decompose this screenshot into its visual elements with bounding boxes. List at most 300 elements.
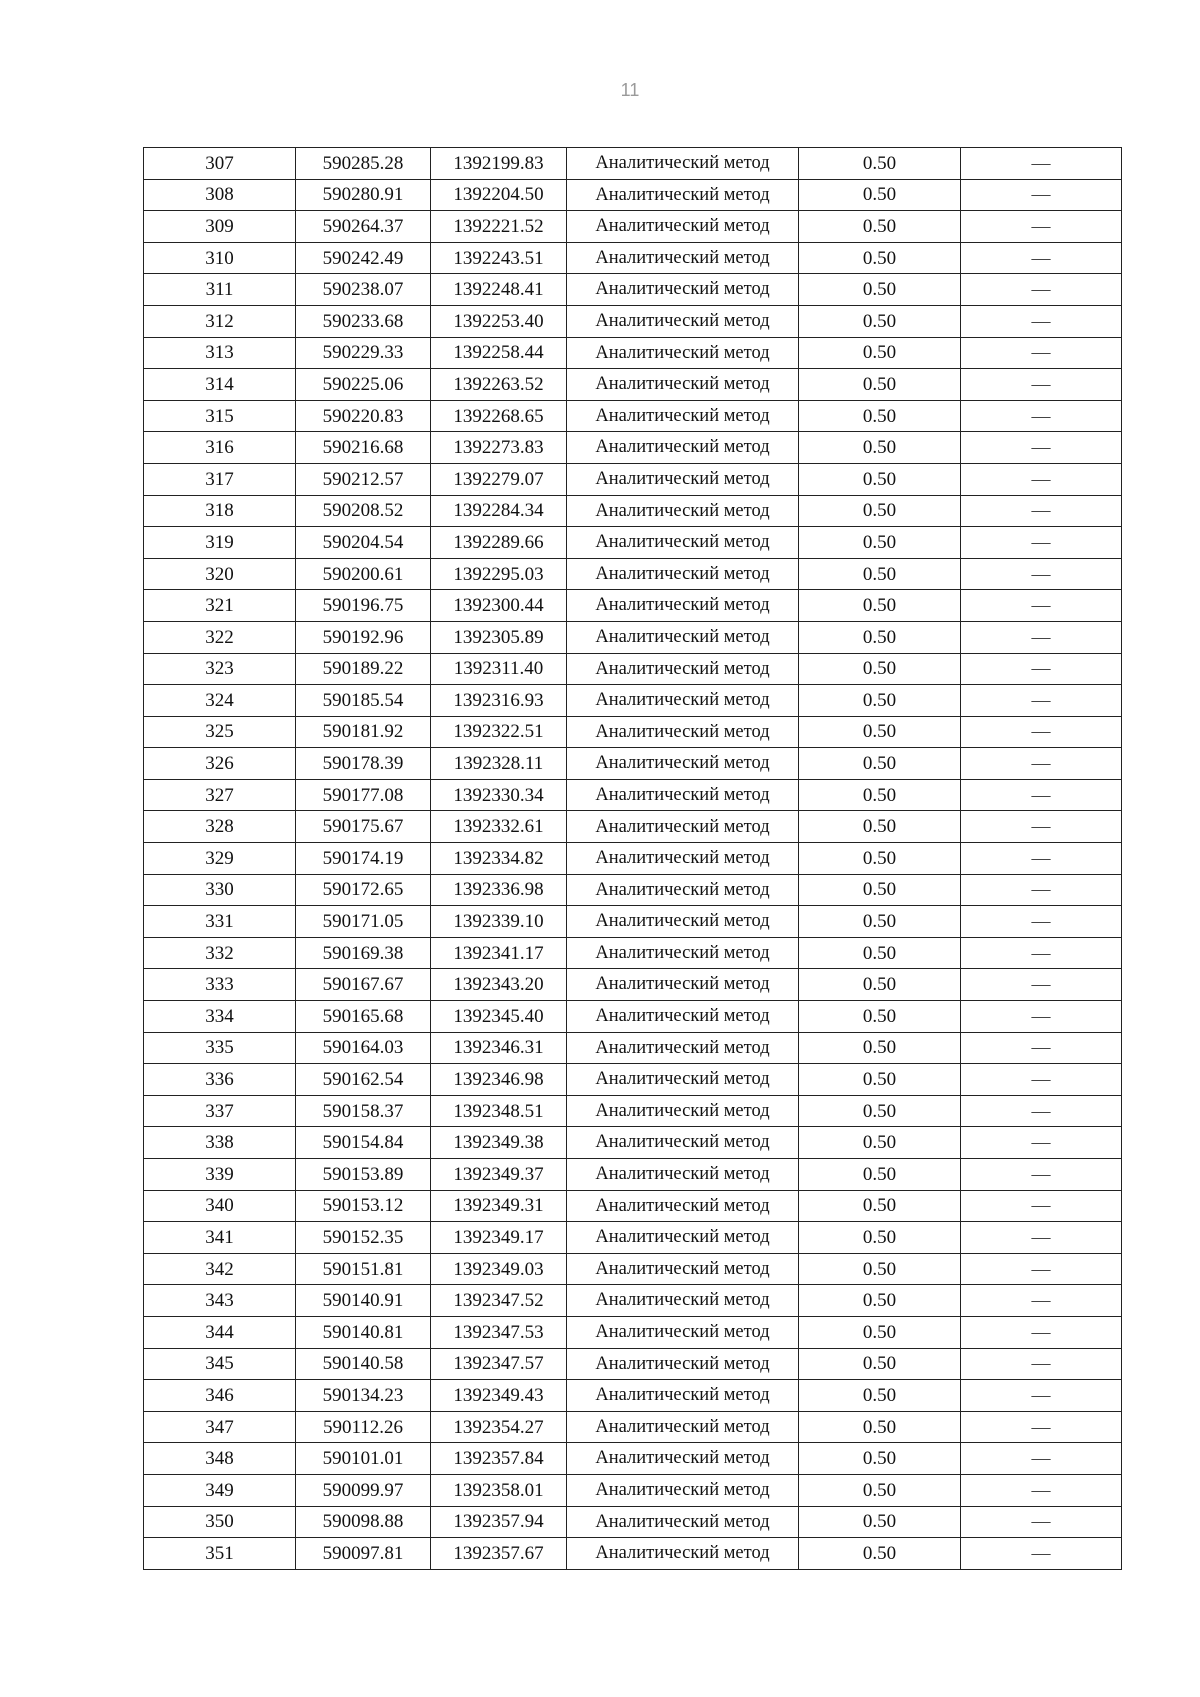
method-cell: Аналитический метод [567, 1001, 799, 1033]
table-row [144, 779, 1122, 811]
table-row [144, 495, 1122, 527]
empty-dash-cell: — [961, 653, 1122, 685]
empty-dash-cell: — [961, 1064, 1122, 1096]
table-row [144, 1001, 1122, 1033]
table-row [144, 1506, 1122, 1538]
empty-dash-cell: — [961, 1348, 1122, 1380]
empty-dash-cell: — [961, 211, 1122, 243]
table-row [144, 843, 1122, 875]
empty-dash-cell: — [961, 1222, 1122, 1254]
point-number: 337 [144, 1095, 296, 1127]
table-row [144, 1411, 1122, 1443]
point-number: 342 [144, 1253, 296, 1285]
coordinate-y: 1392330.34 [431, 779, 567, 811]
coordinate-x: 590167.67 [296, 969, 431, 1001]
coordinate-y: 1392279.07 [431, 463, 567, 495]
accuracy-cell: 0.50 [799, 527, 961, 559]
coordinate-y: 1392347.53 [431, 1316, 567, 1348]
accuracy-cell: 0.50 [799, 179, 961, 211]
empty-dash-cell: — [961, 716, 1122, 748]
coordinate-y: 1392268.65 [431, 400, 567, 432]
point-number: 346 [144, 1380, 296, 1412]
accuracy-cell: 0.50 [799, 1159, 961, 1191]
empty-dash-cell: — [961, 242, 1122, 274]
empty-dash-cell: — [961, 1411, 1122, 1443]
method-cell: Аналитический метод [567, 843, 799, 875]
method-cell: Аналитический метод [567, 811, 799, 843]
point-number: 349 [144, 1474, 296, 1506]
coordinate-x: 590280.91 [296, 179, 431, 211]
accuracy-cell: 0.50 [799, 211, 961, 243]
method-cell: Аналитический метод [567, 1443, 799, 1475]
table-row [144, 1095, 1122, 1127]
coordinate-y: 1392339.10 [431, 906, 567, 938]
method-cell: Аналитический метод [567, 242, 799, 274]
empty-dash-cell: — [961, 463, 1122, 495]
point-number: 331 [144, 906, 296, 938]
method-cell: Аналитический метод [567, 1222, 799, 1254]
accuracy-cell: 0.50 [799, 874, 961, 906]
accuracy-cell: 0.50 [799, 811, 961, 843]
empty-dash-cell: — [961, 621, 1122, 653]
coordinate-y: 1392258.44 [431, 337, 567, 369]
empty-dash-cell: — [961, 148, 1122, 180]
empty-dash-cell: — [961, 1032, 1122, 1064]
table-row [144, 558, 1122, 590]
table-row [144, 1190, 1122, 1222]
accuracy-cell: 0.50 [799, 400, 961, 432]
point-number: 351 [144, 1538, 296, 1570]
coordinate-x: 590099.97 [296, 1474, 431, 1506]
table-row [144, 748, 1122, 780]
coordinate-x: 590285.28 [296, 148, 431, 180]
method-cell: Аналитический метод [567, 432, 799, 464]
table-row [144, 653, 1122, 685]
coordinate-x: 590151.81 [296, 1253, 431, 1285]
empty-dash-cell: — [961, 1127, 1122, 1159]
coordinate-y: 1392253.40 [431, 305, 567, 337]
coordinate-x: 590152.35 [296, 1222, 431, 1254]
accuracy-cell: 0.50 [799, 305, 961, 337]
method-cell: Аналитический метод [567, 1474, 799, 1506]
table-row [144, 906, 1122, 938]
accuracy-cell: 0.50 [799, 1285, 961, 1317]
table-row [144, 590, 1122, 622]
accuracy-cell: 0.50 [799, 432, 961, 464]
accuracy-cell: 0.50 [799, 621, 961, 653]
coordinate-x: 590204.54 [296, 527, 431, 559]
empty-dash-cell: — [961, 906, 1122, 938]
point-number: 324 [144, 685, 296, 717]
table-row [144, 1159, 1122, 1191]
empty-dash-cell: — [961, 1095, 1122, 1127]
empty-dash-cell: — [961, 558, 1122, 590]
accuracy-cell: 0.50 [799, 148, 961, 180]
accuracy-cell: 0.50 [799, 906, 961, 938]
coordinate-x: 590162.54 [296, 1064, 431, 1096]
method-cell: Аналитический метод [567, 685, 799, 717]
coordinate-y: 1392305.89 [431, 621, 567, 653]
coordinate-x: 590101.01 [296, 1443, 431, 1475]
point-number: 309 [144, 211, 296, 243]
table-row [144, 274, 1122, 306]
accuracy-cell: 0.50 [799, 1443, 961, 1475]
point-number: 319 [144, 527, 296, 559]
point-number: 328 [144, 811, 296, 843]
point-number: 330 [144, 874, 296, 906]
coordinate-x: 590220.83 [296, 400, 431, 432]
coordinate-y: 1392347.57 [431, 1348, 567, 1380]
point-number: 339 [144, 1159, 296, 1191]
table-body [144, 148, 1122, 1570]
coordinate-y: 1392322.51 [431, 716, 567, 748]
coordinate-x: 590174.19 [296, 843, 431, 875]
empty-dash-cell: — [961, 1443, 1122, 1475]
point-number: 326 [144, 748, 296, 780]
point-number: 321 [144, 590, 296, 622]
coordinate-x: 590177.08 [296, 779, 431, 811]
table-row [144, 716, 1122, 748]
method-cell: Аналитический метод [567, 1064, 799, 1096]
method-cell: Аналитический метод [567, 1253, 799, 1285]
coordinates-table [143, 147, 1122, 1570]
coordinate-y: 1392349.03 [431, 1253, 567, 1285]
coordinate-y: 1392273.83 [431, 432, 567, 464]
coordinate-y: 1392346.98 [431, 1064, 567, 1096]
accuracy-cell: 0.50 [799, 969, 961, 1001]
accuracy-cell: 0.50 [799, 1316, 961, 1348]
accuracy-cell: 0.50 [799, 1380, 961, 1412]
coordinate-x: 590212.57 [296, 463, 431, 495]
table-row [144, 400, 1122, 432]
page-number: 11 [620, 80, 640, 100]
table-row [144, 527, 1122, 559]
accuracy-cell: 0.50 [799, 1222, 961, 1254]
method-cell: Аналитический метод [567, 1538, 799, 1570]
coordinate-y: 1392311.40 [431, 653, 567, 685]
coordinate-x: 590164.03 [296, 1032, 431, 1064]
point-number: 312 [144, 305, 296, 337]
accuracy-cell: 0.50 [799, 716, 961, 748]
table-row [144, 969, 1122, 1001]
method-cell: Аналитический метод [567, 1348, 799, 1380]
coordinate-x: 590208.52 [296, 495, 431, 527]
point-number: 333 [144, 969, 296, 1001]
table-row [144, 621, 1122, 653]
coordinate-y: 1392349.17 [431, 1222, 567, 1254]
accuracy-cell: 0.50 [799, 242, 961, 274]
empty-dash-cell: — [961, 1380, 1122, 1412]
coordinate-x: 590264.37 [296, 211, 431, 243]
method-cell: Аналитический метод [567, 1127, 799, 1159]
empty-dash-cell: — [961, 305, 1122, 337]
accuracy-cell: 0.50 [799, 1411, 961, 1443]
method-cell: Аналитический метод [567, 274, 799, 306]
point-number: 308 [144, 179, 296, 211]
accuracy-cell: 0.50 [799, 653, 961, 685]
empty-dash-cell: — [961, 1190, 1122, 1222]
method-cell: Аналитический метод [567, 1411, 799, 1443]
empty-dash-cell: — [961, 685, 1122, 717]
coordinate-y: 1392204.50 [431, 179, 567, 211]
coordinate-x: 590169.38 [296, 937, 431, 969]
empty-dash-cell: — [961, 1538, 1122, 1570]
method-cell: Аналитический метод [567, 1095, 799, 1127]
point-number: 325 [144, 716, 296, 748]
coordinate-y: 1392316.93 [431, 685, 567, 717]
method-cell: Аналитический метод [567, 621, 799, 653]
coordinate-x: 590189.22 [296, 653, 431, 685]
empty-dash-cell: — [961, 874, 1122, 906]
empty-dash-cell: — [961, 527, 1122, 559]
method-cell: Аналитический метод [567, 179, 799, 211]
coordinate-y: 1392349.31 [431, 1190, 567, 1222]
empty-dash-cell: — [961, 400, 1122, 432]
method-cell: Аналитический метод [567, 937, 799, 969]
method-cell: Аналитический метод [567, 590, 799, 622]
coordinate-y: 1392221.52 [431, 211, 567, 243]
method-cell: Аналитический метод [567, 1380, 799, 1412]
empty-dash-cell: — [961, 590, 1122, 622]
accuracy-cell: 0.50 [799, 337, 961, 369]
method-cell: Аналитический метод [567, 906, 799, 938]
table-row [144, 874, 1122, 906]
method-cell: Аналитический метод [567, 1506, 799, 1538]
coordinate-x: 590140.81 [296, 1316, 431, 1348]
coordinate-y: 1392199.83 [431, 148, 567, 180]
method-cell: Аналитический метод [567, 1190, 799, 1222]
table-row [144, 1127, 1122, 1159]
coordinate-y: 1392300.44 [431, 590, 567, 622]
point-number: 323 [144, 653, 296, 685]
point-number: 335 [144, 1032, 296, 1064]
coordinate-y: 1392243.51 [431, 242, 567, 274]
table-row [144, 1032, 1122, 1064]
table-row [144, 211, 1122, 243]
empty-dash-cell: — [961, 1474, 1122, 1506]
point-number: 348 [144, 1443, 296, 1475]
empty-dash-cell: — [961, 495, 1122, 527]
accuracy-cell: 0.50 [799, 558, 961, 590]
coordinate-y: 1392357.84 [431, 1443, 567, 1475]
empty-dash-cell: — [961, 1506, 1122, 1538]
coordinate-x: 590134.23 [296, 1380, 431, 1412]
point-number: 332 [144, 937, 296, 969]
table-row [144, 463, 1122, 495]
coordinate-y: 1392349.43 [431, 1380, 567, 1412]
point-number: 315 [144, 400, 296, 432]
coordinate-y: 1392347.52 [431, 1285, 567, 1317]
method-cell: Аналитический метод [567, 558, 799, 590]
table-row [144, 242, 1122, 274]
accuracy-cell: 0.50 [799, 1064, 961, 1096]
method-cell: Аналитический метод [567, 1285, 799, 1317]
table-row [144, 305, 1122, 337]
method-cell: Аналитический метод [567, 779, 799, 811]
coordinate-x: 590098.88 [296, 1506, 431, 1538]
accuracy-cell: 0.50 [799, 1190, 961, 1222]
table-row [144, 937, 1122, 969]
accuracy-cell: 0.50 [799, 1538, 961, 1570]
accuracy-cell: 0.50 [799, 685, 961, 717]
empty-dash-cell: — [961, 274, 1122, 306]
coordinate-y: 1392345.40 [431, 1001, 567, 1033]
point-number: 307 [144, 148, 296, 180]
method-cell: Аналитический метод [567, 211, 799, 243]
coordinate-y: 1392295.03 [431, 558, 567, 590]
table-row [144, 1348, 1122, 1380]
empty-dash-cell: — [961, 811, 1122, 843]
accuracy-cell: 0.50 [799, 369, 961, 401]
point-number: 311 [144, 274, 296, 306]
coordinate-y: 1392248.41 [431, 274, 567, 306]
coordinate-x: 590181.92 [296, 716, 431, 748]
coordinate-y: 1392357.67 [431, 1538, 567, 1570]
accuracy-cell: 0.50 [799, 590, 961, 622]
accuracy-cell: 0.50 [799, 1095, 961, 1127]
table-row [144, 1064, 1122, 1096]
empty-dash-cell: — [961, 179, 1122, 211]
coordinate-y: 1392358.01 [431, 1474, 567, 1506]
accuracy-cell: 0.50 [799, 843, 961, 875]
coordinate-y: 1392332.61 [431, 811, 567, 843]
empty-dash-cell: — [961, 969, 1122, 1001]
empty-dash-cell: — [961, 843, 1122, 875]
coordinate-x: 590140.91 [296, 1285, 431, 1317]
empty-dash-cell: — [961, 1253, 1122, 1285]
coordinate-y: 1392348.51 [431, 1095, 567, 1127]
coordinate-x: 590172.65 [296, 874, 431, 906]
method-cell: Аналитический метод [567, 400, 799, 432]
method-cell: Аналитический метод [567, 527, 799, 559]
coordinate-y: 1392263.52 [431, 369, 567, 401]
coordinate-x: 590140.58 [296, 1348, 431, 1380]
empty-dash-cell: — [961, 779, 1122, 811]
coordinate-x: 590178.39 [296, 748, 431, 780]
table-row [144, 1443, 1122, 1475]
point-number: 350 [144, 1506, 296, 1538]
method-cell: Аналитический метод [567, 874, 799, 906]
coordinate-y: 1392341.17 [431, 937, 567, 969]
method-cell: Аналитический метод [567, 748, 799, 780]
table-row [144, 179, 1122, 211]
coordinate-x: 590175.67 [296, 811, 431, 843]
point-number: 347 [144, 1411, 296, 1443]
coordinate-x: 590229.33 [296, 337, 431, 369]
point-number: 329 [144, 843, 296, 875]
method-cell: Аналитический метод [567, 969, 799, 1001]
point-number: 334 [144, 1001, 296, 1033]
empty-dash-cell: — [961, 337, 1122, 369]
coordinate-x: 590200.61 [296, 558, 431, 590]
coordinate-x: 590192.96 [296, 621, 431, 653]
table-row [144, 1222, 1122, 1254]
method-cell: Аналитический метод [567, 337, 799, 369]
point-number: 320 [144, 558, 296, 590]
point-number: 341 [144, 1222, 296, 1254]
table-row [144, 1316, 1122, 1348]
coordinate-x: 590097.81 [296, 1538, 431, 1570]
coordinate-y: 1392334.82 [431, 843, 567, 875]
empty-dash-cell: — [961, 937, 1122, 969]
table-row [144, 337, 1122, 369]
table-row [144, 685, 1122, 717]
method-cell: Аналитический метод [567, 463, 799, 495]
table-row [144, 811, 1122, 843]
point-number: 322 [144, 621, 296, 653]
method-cell: Аналитический метод [567, 495, 799, 527]
coordinate-x: 590158.37 [296, 1095, 431, 1127]
method-cell: Аналитический метод [567, 1316, 799, 1348]
table-row [144, 1285, 1122, 1317]
empty-dash-cell: — [961, 1001, 1122, 1033]
coordinate-x: 590238.07 [296, 274, 431, 306]
accuracy-cell: 0.50 [799, 937, 961, 969]
table-row [144, 369, 1122, 401]
method-cell: Аналитический метод [567, 369, 799, 401]
coordinate-y: 1392349.37 [431, 1159, 567, 1191]
coordinate-y: 1392336.98 [431, 874, 567, 906]
point-number: 316 [144, 432, 296, 464]
point-number: 344 [144, 1316, 296, 1348]
point-number: 345 [144, 1348, 296, 1380]
coordinate-x: 590153.89 [296, 1159, 431, 1191]
accuracy-cell: 0.50 [799, 495, 961, 527]
empty-dash-cell: — [961, 748, 1122, 780]
coordinate-y: 1392354.27 [431, 1411, 567, 1443]
coordinate-y: 1392349.38 [431, 1127, 567, 1159]
empty-dash-cell: — [961, 1285, 1122, 1317]
coordinate-y: 1392328.11 [431, 748, 567, 780]
point-number: 318 [144, 495, 296, 527]
coordinate-y: 1392289.66 [431, 527, 567, 559]
accuracy-cell: 0.50 [799, 779, 961, 811]
coordinate-x: 590242.49 [296, 242, 431, 274]
coordinate-x: 590225.06 [296, 369, 431, 401]
table-row [144, 148, 1122, 180]
accuracy-cell: 0.50 [799, 1032, 961, 1064]
method-cell: Аналитический метод [567, 305, 799, 337]
accuracy-cell: 0.50 [799, 1001, 961, 1033]
coordinate-x: 590153.12 [296, 1190, 431, 1222]
coordinate-x: 590216.68 [296, 432, 431, 464]
empty-dash-cell: — [961, 1316, 1122, 1348]
table-row [144, 1380, 1122, 1412]
accuracy-cell: 0.50 [799, 748, 961, 780]
coordinate-y: 1392284.34 [431, 495, 567, 527]
empty-dash-cell: — [961, 1159, 1122, 1191]
coordinate-y: 1392357.94 [431, 1506, 567, 1538]
point-number: 327 [144, 779, 296, 811]
accuracy-cell: 0.50 [799, 1253, 961, 1285]
empty-dash-cell: — [961, 432, 1122, 464]
method-cell: Аналитический метод [567, 148, 799, 180]
point-number: 313 [144, 337, 296, 369]
accuracy-cell: 0.50 [799, 274, 961, 306]
coordinate-x: 590185.54 [296, 685, 431, 717]
coordinate-y: 1392343.20 [431, 969, 567, 1001]
accuracy-cell: 0.50 [799, 1127, 961, 1159]
coordinate-y: 1392346.31 [431, 1032, 567, 1064]
coordinate-x: 590112.26 [296, 1411, 431, 1443]
method-cell: Аналитический метод [567, 716, 799, 748]
point-number: 340 [144, 1190, 296, 1222]
table-row [144, 1253, 1122, 1285]
coordinate-x: 590196.75 [296, 590, 431, 622]
accuracy-cell: 0.50 [799, 1506, 961, 1538]
coordinate-x: 590165.68 [296, 1001, 431, 1033]
table-row [144, 1538, 1122, 1570]
